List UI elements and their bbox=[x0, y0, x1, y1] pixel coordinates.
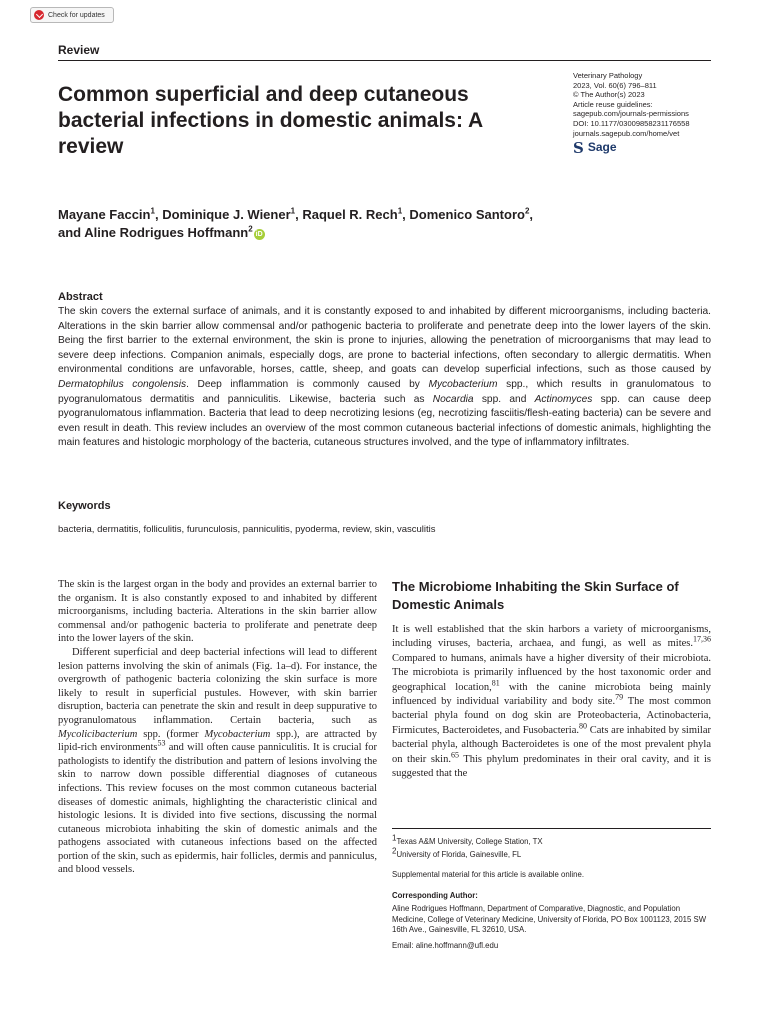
author-name[interactable]: Aline Rodrigues Hoffmann bbox=[84, 225, 249, 240]
affiliation-mark: 1 bbox=[397, 206, 403, 216]
author-list: Mayane Faccin$^1$, Dominique J. Wiener$^1$, Raquel R. Rech$^1$, Domenico Santoro$^2$, and Aline Rodrigues Hoffmann$^2$iD bbox=[58, 206, 534, 240]
author-name[interactable]: Raquel R. Rech bbox=[302, 207, 398, 222]
orcid-icon[interactable]: iD bbox=[255, 231, 263, 238]
check-for-updates-label: Check for updates bbox=[48, 11, 105, 19]
corresponding-author-heading: Corresponding Author: bbox=[392, 891, 478, 900]
journal-name: Veterinary Pathology bbox=[573, 71, 643, 80]
journal-copyright: © The Author(s) 2023 bbox=[573, 90, 645, 100]
abstract-heading: Abstract bbox=[58, 291, 103, 303]
corresponding-author-address: Aline Rodrigues Hoffmann, Department of Comparative, Diagnostic, and Population Medicine, College of Veterinary Medicine, University of Florida, PO Box 1001123, 2015 SW 16th Ave., Gainesville, FL 32610, USA. bbox=[392, 904, 707, 935]
footnote-rule bbox=[392, 828, 711, 829]
intro-paragraph: Different superficial and deep bacterial infections will lead to different lesion patterns involving the skin of animals (Fig. 1a–d). For instance, the overgrowth of pathogenic bacteria colonizing the skin surface is more likely to result in superficial pustules. However, with skin barrier disruption, bacteria can penetrate the skin and result in deep suppurative to pyogranulomatous inflammation. Certain bacteria, such as Mycolicibacterium spp. (former Mycobacterium spp.), are attracted by lipid-rich environments$^{53}$ and will often cause panniculitis. It is crucial for pathologists to identify the distribution and pattern of lesions involving the skin to narrow down possible differential diagnoses of cutaneous infections. This review focuses on the most common cutaneous bacterial diseases of domestic animals, highlighting the characteristic clinical and histologic lesions. It is divided into five sections, discussing the normal cutaneous microbiota inhabiting the skin of domestic animals and the pathogens associated with cutaneous infections based on the affected portion of the skin, such as epidermis, hair follicles, dermis and panniculus, and blood vessels. bbox=[58, 646, 377, 876]
section-heading: The Microbiome Inhabiting the Skin Surface of Domestic Animals bbox=[392, 579, 679, 612]
affiliation-2: $^2$University of Florida, Gainesville, FL bbox=[392, 846, 522, 859]
affiliation-mark: 1 bbox=[150, 206, 155, 216]
reference-link[interactable]: 65 bbox=[450, 750, 459, 760]
header-rule bbox=[58, 60, 711, 61]
journal-info bbox=[573, 71, 713, 158]
check-for-updates-badge[interactable] bbox=[30, 7, 114, 23]
journal-citation: 2023, Vol. 60(6) 796–811 bbox=[573, 80, 657, 90]
affiliation-mark: 2 bbox=[524, 206, 530, 216]
affiliation-mark: 1 bbox=[290, 206, 296, 216]
reuse-guidelines: Article reuse guidelines: bbox=[573, 99, 653, 109]
article-title: Common superficial and deep cutaneous bacterial infections in domestic animals: A review bbox=[58, 83, 483, 158]
corresponding-author-email[interactable]: Email: aline.hoffmann@ufl.edu bbox=[392, 941, 499, 950]
reference-link[interactable]: 80 bbox=[579, 721, 587, 731]
journal-homepage-link[interactable]: journals.sagepub.com/home/vet bbox=[573, 128, 680, 138]
introduction-column bbox=[58, 578, 377, 877]
author-name[interactable]: Domenico Santoro bbox=[409, 207, 525, 222]
keywords-list: bacteria, dermatitis, folliculitis, furunculosis, panniculitis, pyoderma, review, skin, vasculitis bbox=[58, 524, 436, 535]
author-name[interactable]: Dominique J. Wiener bbox=[162, 207, 291, 222]
supplemental-note: Supplemental material for this article is available online. bbox=[392, 870, 584, 879]
affiliation-mark: 2 bbox=[248, 224, 253, 234]
doi-link[interactable]: DOI: 10.1177/03009858231176558 bbox=[573, 118, 690, 128]
reference-link[interactable]: 53 bbox=[157, 738, 166, 748]
reference-link[interactable]: 81 bbox=[491, 678, 500, 688]
reference-link[interactable]: 17,36 bbox=[693, 634, 711, 644]
publisher-name: Sage bbox=[587, 140, 617, 155]
affiliation-1: $^1$Texas A&M University, College Station, TX bbox=[392, 833, 543, 846]
permissions-link[interactable]: sagepub.com/journals-permissions bbox=[573, 109, 689, 119]
check-updates-icon bbox=[34, 10, 44, 20]
publisher-logo bbox=[573, 139, 713, 158]
author-name[interactable]: Mayane Faccin bbox=[58, 207, 151, 222]
section-paragraph: It is well established that the skin harbors a variety of microorganisms, including viruses, bacteria, archaea, and fungi, as well as mites.$^{17,36}$ Compared to humans, animals have a higher diversity of their microbiota. The microbiota is primarily influenced by the host taxonomic order and geographical location,$^{81}$ with the canine microbiota being mainly influenced by individual variability and body site.$^{79}$ The most common bacterial phyla found on dog skin are Proteobacteria, Actinobacteria, Firmicutes, Bacteroidetes, and Fusobacteria.$^{80}$ Cats are inhabited by similar bacterial phyla, although Bacteroidetes is one of the most prevalent phyla on their skin.$^{65}$ This phylum predominates in their oral cavity, and it is suggested that the bbox=[392, 624, 712, 780]
keywords-heading: Keywords bbox=[58, 500, 111, 512]
article-type-label: Review bbox=[58, 43, 100, 57]
reference-link[interactable]: 79 bbox=[615, 692, 624, 702]
abstract-text: The skin covers the external surface of animals, and it is constantly exposed to and inhabited by different microorganisms, including bacteria. Alterations in the skin barrier allow commensal and/or pathogenic bacteria to proliferate and penetrate deep into the lower layers of the skin. Being the first barrier to the external environment, the skin is prone to injuries, allowing the penetration of microorganisms that may lead to severe deep infections. Companion animals, especially dogs, are prone to bacterial infections, often secondary to allergic dermatitis. When environmental conditions are unfavorable, horses, cattle, sheep, and goats can develop superficial infections, such as those caused by Dermatophilus congolensis. Deep inflammation is commonly caused by Mycobacterium spp., which results in granulomatous to pyogranulomatous dermatitis and panniculitis. Likewise, bacteria such as Nocardia spp. and Actinomyces spp. can cause deep pyogranulomatous inflammation. Bacteria that lead to deep necrotizing lesions (eg, necrotizing fasciitis/flesh-eating bacteria) can be severe and even result in death. This review includes an overview of the most common cutaneous bacterial infections of domestic animals, highlighting the main features and histologic morphology of the bacteria, cutaneous structures involved, and the type of inflammatory infiltrates. bbox=[58, 306, 711, 449]
intro-paragraph: The skin is the largest organ in the body and provides an external barrier to the organism. It is also constantly exposed to and inhabited by different microorganisms, including bacteria. Alterations in the skin barrier allow commensal and/or pathogenic bacteria to proliferate and penetrate deep into the lower layers of the skin. bbox=[58, 579, 377, 645]
sage-logo-icon: S bbox=[573, 139, 584, 158]
